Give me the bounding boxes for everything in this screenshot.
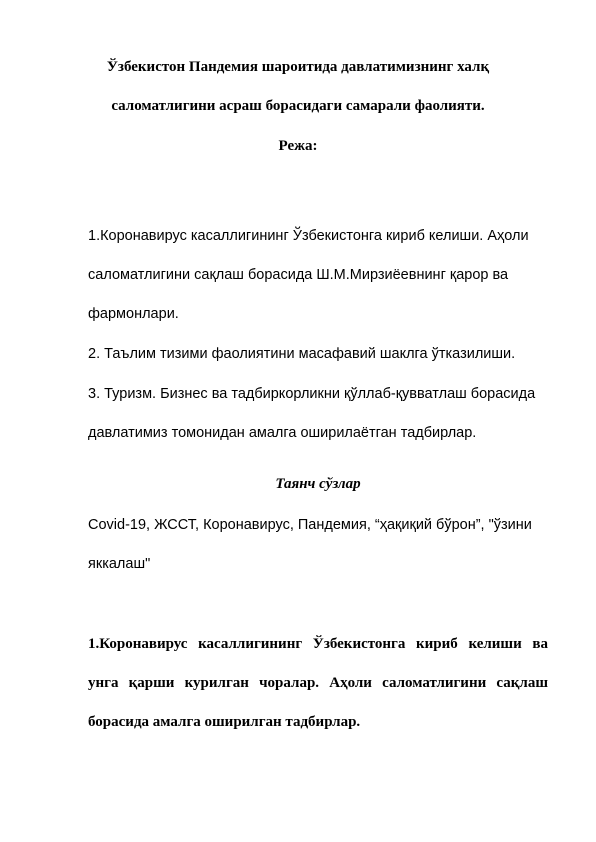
document-title-line-1: Ўзбекистон Пандемия шароитида давлатимизнинг халқ <box>106 59 490 75</box>
document-title-line-2: саломатлигини асраш борасидаги самарали фаолияти. <box>111 98 485 114</box>
section-1-heading-line-3: борасида амалга оширилган тадбирлар. <box>88 714 361 730</box>
plan-item-3-line-1: 3. Туризм. Бизнес ва тадбиркорликни қўллаб-қувватлаш борасида <box>88 386 536 402</box>
keywords-heading: Таянч сўзлар <box>275 476 361 492</box>
section-1-heading-line-1: 1.Коронавирус касаллигининг Ўзбекистонга кириб келиши ва <box>88 636 548 652</box>
plan-item-1-line-1: 1.Коронавирус касаллигининг Ўзбекистонга кириб келиши. Аҳоли <box>88 228 529 244</box>
keywords-line-2: яккалаш" <box>88 556 151 572</box>
plan-heading: Режа: <box>278 138 318 154</box>
plan-item-1-line-2: саломатлигини сақлаш борасида Ш.М.Мирзиёевнинг қарор ва <box>88 267 509 283</box>
plan-item-1-line-3: фармонлари. <box>88 306 179 322</box>
plan-item-2: 2. Таълим тизими фаолиятини масафавий шаклга ўтказилиши. <box>88 346 516 362</box>
section-1-heading-line-2: унга қарши курилган чоралар. Аҳоли саломатлигини сақлаш <box>88 675 548 691</box>
keywords-line-1: Covid-19, ЖССТ, Коронавирус, Пандемия, “ҳақиқий бўрон”, "ўзини <box>88 517 532 533</box>
plan-item-3-line-2: давлатимиз томонидан амалга оширилаётган тадбирлар. <box>88 425 477 441</box>
